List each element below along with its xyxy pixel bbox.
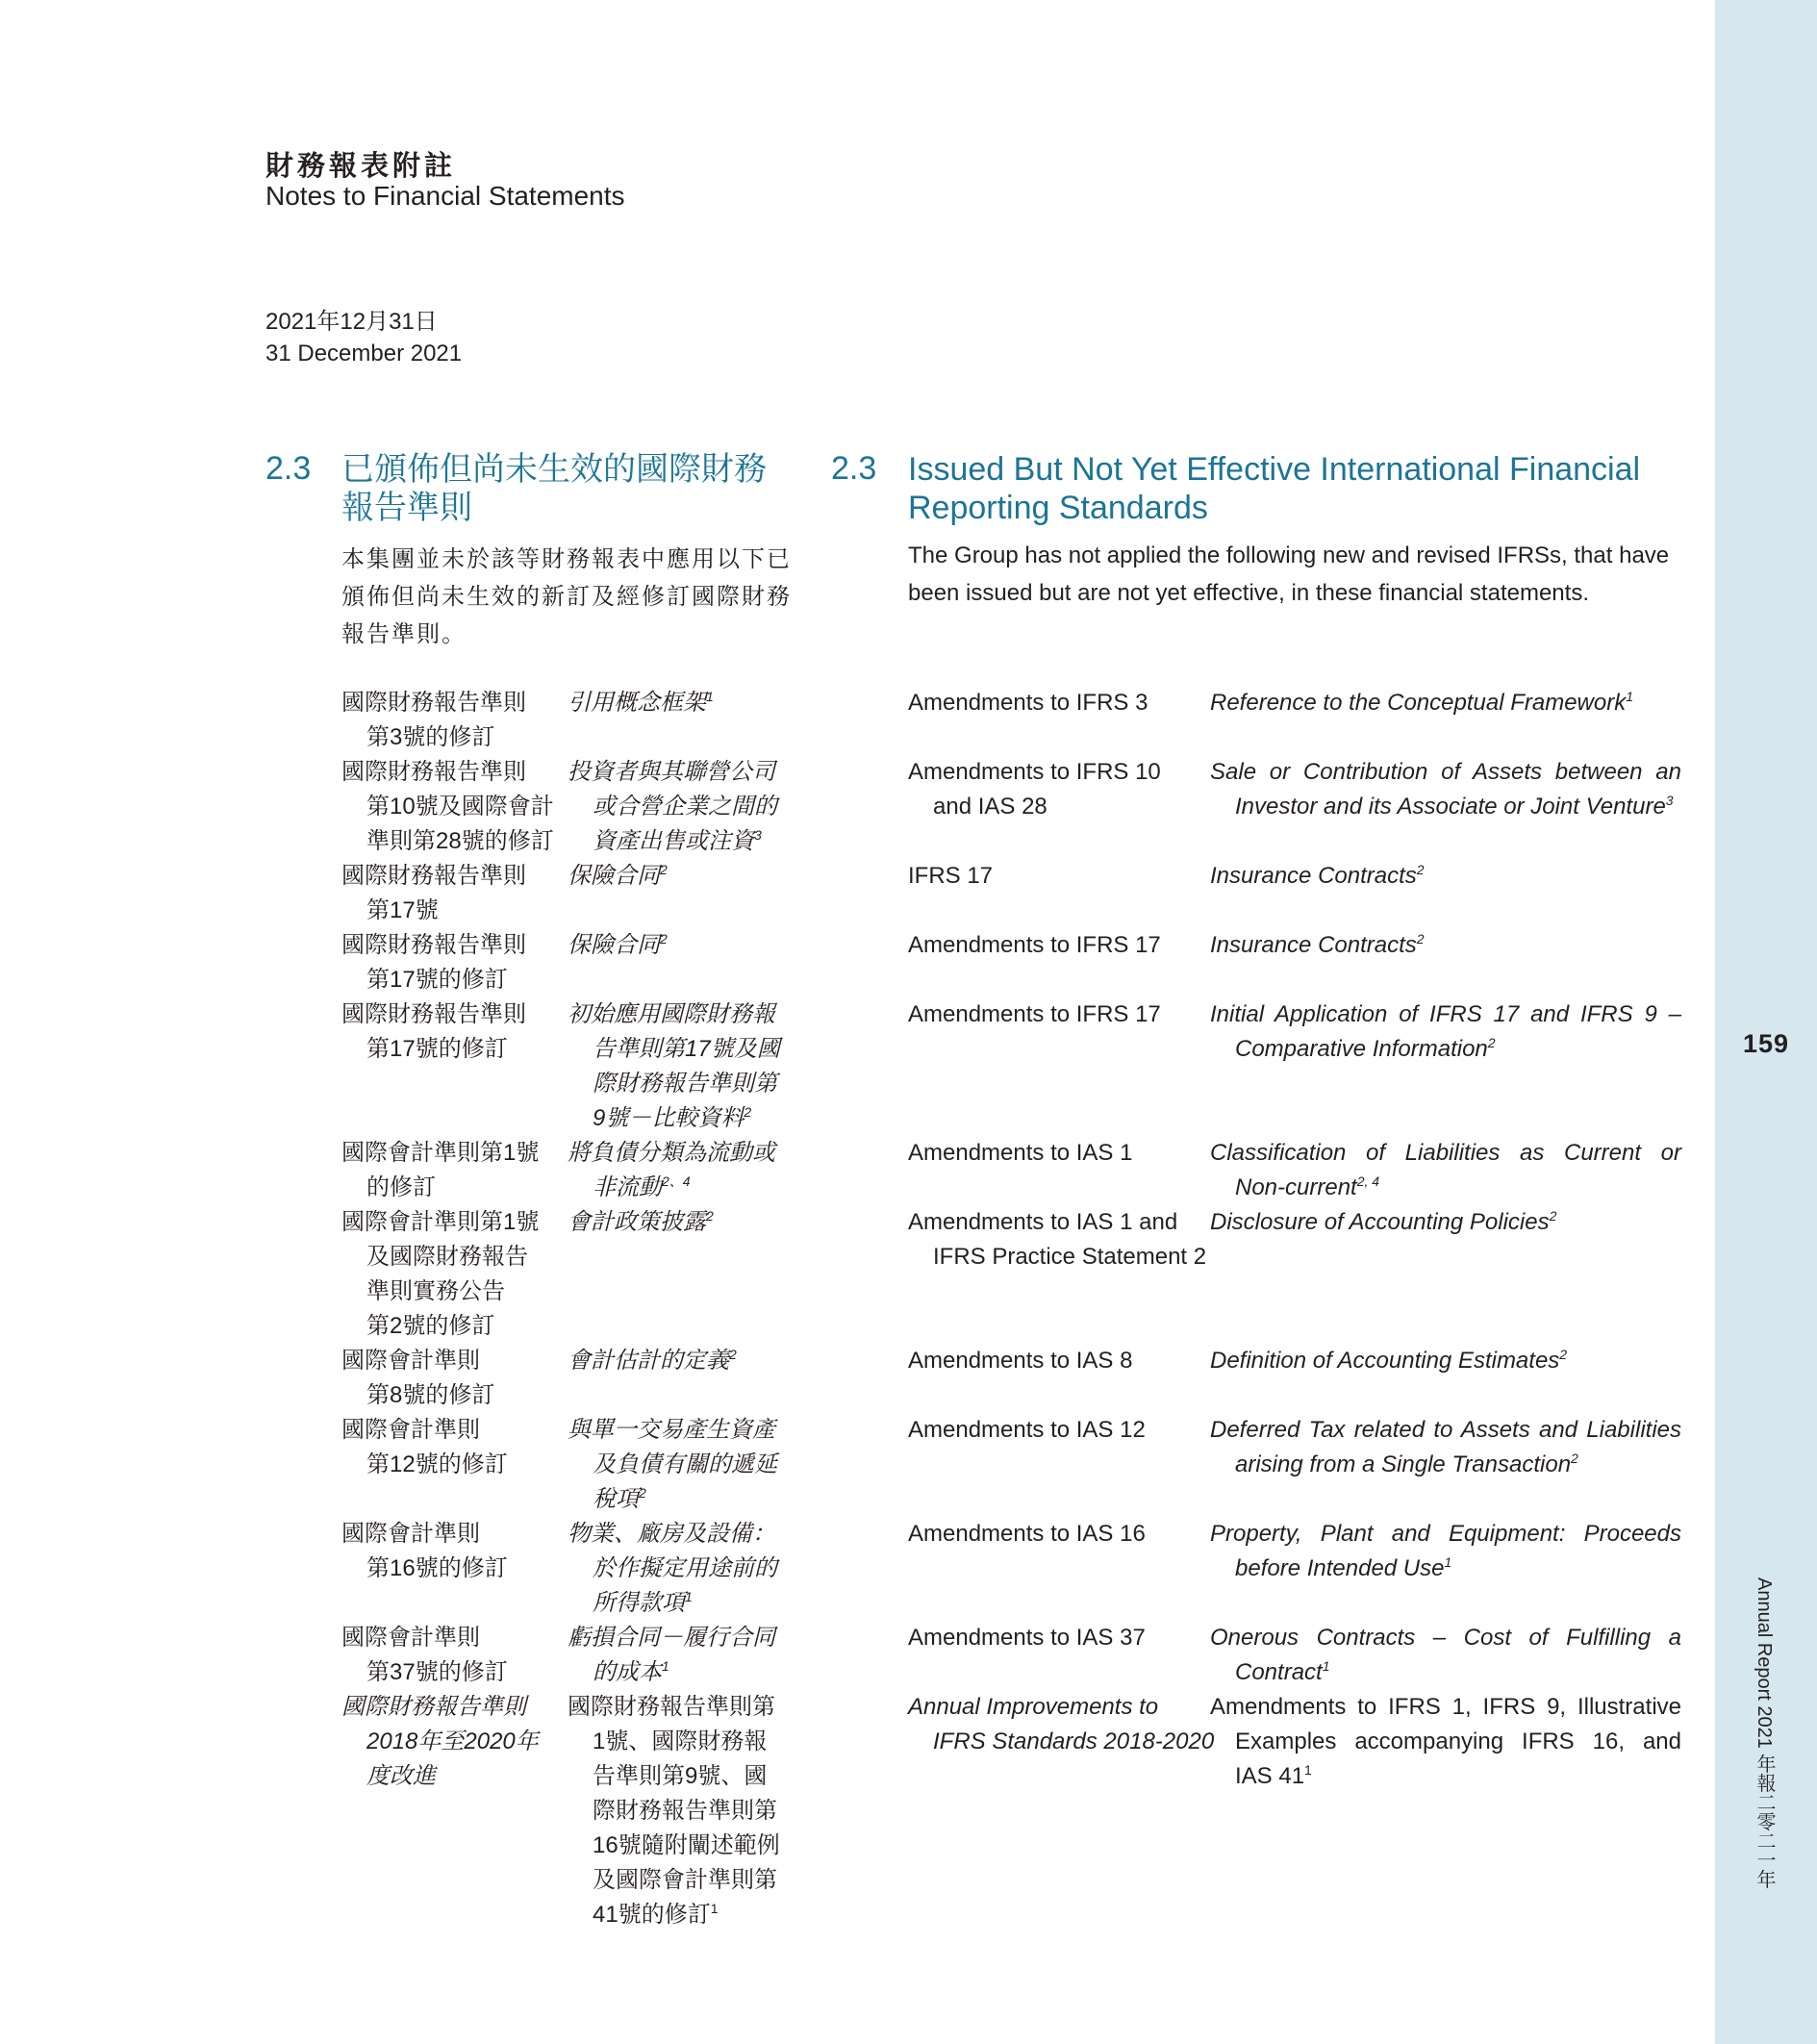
standard-name-line: Amendments to IFRS 17 bbox=[908, 932, 1161, 958]
standard-description-line bbox=[568, 1032, 780, 1067]
standard-name bbox=[908, 1136, 1132, 1171]
standard-name-line: 準則第28號的修訂 bbox=[366, 828, 554, 854]
description-text: 際財務報告準則第 bbox=[593, 1071, 777, 1097]
description-text: 16號隨附闡述範例 bbox=[593, 1832, 780, 1858]
description-text: 告準則第17號及國 bbox=[593, 1036, 780, 1062]
standard-name bbox=[908, 859, 993, 894]
standard-name-line: Amendments to IAS 8 bbox=[908, 1348, 1133, 1374]
standard-description bbox=[568, 1413, 777, 1517]
description-text: Classification of Liabilities as Current or bbox=[1210, 1140, 1681, 1166]
footnote-marker: 2 bbox=[1416, 862, 1425, 877]
standard-name-line: Amendments to IAS 16 bbox=[908, 1521, 1146, 1547]
intro-line: 本集團並未於該等財務報表中應用以下已 bbox=[341, 546, 792, 572]
standard-name-line: 國際財務報告準則 bbox=[341, 1694, 526, 1720]
standard-name-line: IFRS Practice Statement 2 bbox=[933, 1244, 1207, 1270]
standard-description bbox=[568, 755, 777, 859]
footnote-marker: 2 bbox=[706, 1208, 714, 1224]
description-text: 國際財務報告準則第 bbox=[568, 1694, 775, 1720]
standard-description-line bbox=[568, 1344, 737, 1378]
date-zh: 2021年12月31日 bbox=[265, 309, 438, 335]
standard-description bbox=[1210, 1205, 1681, 1240]
standard-name-line: 的修訂 bbox=[366, 1174, 436, 1200]
description-text: 投資者與其聯營公司 bbox=[568, 759, 775, 785]
description-text: 會計估計的定義 bbox=[568, 1348, 729, 1374]
intro-en bbox=[908, 537, 1669, 612]
section-title-line: 報告準則 bbox=[341, 490, 472, 526]
standard-description bbox=[568, 686, 714, 720]
standard-name bbox=[341, 1344, 494, 1413]
description-text: 保險合同 bbox=[568, 932, 660, 958]
standard-description-line bbox=[568, 1725, 780, 1759]
standard-description bbox=[568, 1517, 777, 1621]
standard-description-line bbox=[568, 1067, 780, 1101]
standard-name-line: 國際財務報告準則 bbox=[341, 759, 526, 785]
footnote-marker: 2 bbox=[660, 862, 668, 877]
standard-name bbox=[341, 686, 526, 755]
standard-name-line: 度改進 bbox=[366, 1763, 436, 1789]
standard-description-line bbox=[1210, 859, 1681, 894]
description-text: 與單一交易產生資產 bbox=[568, 1417, 775, 1443]
intro-line: been issued but are not yet effective, in these financial statements. bbox=[908, 580, 1589, 606]
standard-name-line: 國際財務報告準則 bbox=[341, 863, 526, 889]
standard-description-line bbox=[1210, 1759, 1681, 1794]
standard-name bbox=[341, 997, 526, 1067]
standard-name-line: 國際會計準則 bbox=[341, 1417, 480, 1443]
standard-name-line: Amendments to IAS 1 and bbox=[908, 1209, 1178, 1235]
footnote-marker: 2 bbox=[660, 931, 668, 946]
standard-description-line bbox=[1210, 1171, 1681, 1205]
description-text: 虧損合同－履行合同 bbox=[568, 1625, 775, 1651]
footnote-marker: 1 bbox=[662, 1658, 669, 1674]
footnote-marker: 2 bbox=[1559, 1347, 1568, 1362]
standard-description-line bbox=[568, 1898, 780, 1932]
standard-description-line bbox=[1210, 1205, 1681, 1240]
standard-name-line: 國際會計準則 bbox=[341, 1521, 480, 1547]
standard-description bbox=[568, 1344, 737, 1378]
standard-description bbox=[1210, 686, 1681, 720]
description-text: Initial Application of IFRS 17 and IFRS 9 – bbox=[1210, 1001, 1681, 1027]
description-text: Deferred Tax related to Assets and Liabilities bbox=[1210, 1417, 1681, 1443]
standard-description bbox=[568, 1690, 780, 1932]
standard-description-line bbox=[1210, 686, 1681, 720]
description-text: 際財務報告準則第 bbox=[593, 1798, 777, 1824]
footnote-marker: 1 bbox=[1444, 1554, 1452, 1570]
standard-description-line bbox=[1210, 1448, 1681, 1482]
description-text: 及負債有關的遞延 bbox=[593, 1451, 777, 1477]
standard-name bbox=[908, 1344, 1132, 1378]
standard-description bbox=[568, 1621, 775, 1690]
standard-description bbox=[1210, 1344, 1681, 1378]
standard-name bbox=[341, 1621, 508, 1690]
description-text: Examples accompanying IFRS 16, and bbox=[1235, 1729, 1681, 1754]
standard-name bbox=[341, 755, 554, 859]
description-text: 1號、國際財務報 bbox=[593, 1729, 768, 1754]
standard-description-line bbox=[1210, 790, 1681, 824]
header-title-en: Notes to Financial Statements bbox=[265, 181, 625, 211]
standard-description bbox=[1210, 859, 1681, 894]
footnote-marker: 1 bbox=[706, 689, 714, 704]
description-text: Property, Plant and Equipment: Proceeds bbox=[1210, 1521, 1681, 1547]
standard-name-line: Amendments to IFRS 17 bbox=[908, 1001, 1161, 1027]
standard-name bbox=[341, 928, 526, 997]
description-text: Insurance Contracts bbox=[1210, 932, 1417, 958]
standard-description-line bbox=[568, 1448, 777, 1482]
standard-description-line bbox=[568, 1552, 777, 1586]
standard-name-line: 國際財務報告準則 bbox=[341, 932, 526, 958]
footnote-marker: 1 bbox=[685, 1589, 693, 1604]
standard-name-line: 國際會計準則 bbox=[341, 1348, 480, 1374]
standard-description-line bbox=[568, 1482, 777, 1517]
footnote-marker: 3 bbox=[754, 827, 762, 843]
standard-name-line: 準則實務公告 bbox=[366, 1278, 505, 1304]
standard-name bbox=[908, 997, 1161, 1032]
standard-description-line bbox=[1210, 997, 1681, 1032]
standard-description bbox=[568, 1205, 714, 1240]
description-text: Investor and its Associate or Joint Venture bbox=[1235, 794, 1666, 820]
standard-name-line: 2018年至2020年 bbox=[366, 1729, 539, 1754]
standard-name-line: Amendments to IAS 37 bbox=[908, 1625, 1146, 1651]
standard-description-line bbox=[1210, 1344, 1681, 1378]
standard-name-line: 國際會計準則 bbox=[341, 1625, 480, 1651]
description-text: 非流動 bbox=[593, 1174, 662, 1200]
standard-description bbox=[1210, 1621, 1681, 1690]
standard-name-line: Amendments to IAS 12 bbox=[908, 1417, 1146, 1443]
description-text: Disclosure of Accounting Policies bbox=[1210, 1209, 1550, 1235]
description-text: Onerous Contracts – Cost of Fulfilling a bbox=[1210, 1625, 1681, 1651]
standard-description-line bbox=[568, 755, 777, 790]
standard-description-line bbox=[568, 1690, 780, 1725]
standard-name-line: 第3號的修訂 bbox=[366, 724, 495, 750]
description-text: Sale or Contribution of Assets between an bbox=[1210, 759, 1681, 785]
standard-description-line bbox=[568, 1517, 777, 1552]
standard-description-line bbox=[568, 1759, 780, 1794]
standard-description-line bbox=[1210, 1725, 1681, 1759]
footnote-marker: 2 bbox=[1416, 931, 1425, 946]
section-title-line: Issued But Not Yet Effective International Financial bbox=[908, 451, 1641, 488]
description-text: 物業、廠房及設備： bbox=[568, 1521, 775, 1547]
standard-name bbox=[341, 1690, 539, 1794]
intro-line: 報告準則。 bbox=[341, 621, 467, 647]
standard-name-line: 國際會計準則第1號 bbox=[341, 1209, 540, 1235]
standard-description bbox=[1210, 1413, 1681, 1482]
section-title-en bbox=[908, 450, 1640, 527]
standard-description bbox=[1210, 1517, 1681, 1586]
standard-description bbox=[1210, 1690, 1681, 1794]
footnote-marker: 2, 4 bbox=[1356, 1173, 1380, 1189]
footnote-marker: 2 bbox=[729, 1347, 737, 1362]
description-text: 資產出售或注資 bbox=[593, 828, 754, 854]
standard-name-line: 及國際財務報告 bbox=[366, 1244, 528, 1270]
footnote-marker: 2 bbox=[1571, 1451, 1578, 1466]
footnote-marker: 2 bbox=[1487, 1035, 1496, 1050]
standard-description bbox=[1210, 928, 1681, 963]
standard-name-line: 國際財務報告準則 bbox=[341, 1001, 526, 1027]
standard-name bbox=[908, 686, 1148, 720]
description-text: 會計政策披露 bbox=[568, 1209, 706, 1235]
standard-description-line bbox=[568, 1794, 780, 1829]
description-text: 將負債分類為流動或 bbox=[568, 1140, 775, 1166]
standard-description-line bbox=[568, 997, 780, 1032]
standard-description-line bbox=[568, 790, 777, 824]
description-text: 所得款項 bbox=[593, 1590, 685, 1616]
standard-description-line bbox=[1210, 755, 1681, 790]
description-text: Reference to the Conceptual Framework bbox=[1210, 690, 1627, 716]
description-text: 於作擬定用途前的 bbox=[593, 1555, 777, 1581]
standard-description bbox=[1210, 1136, 1681, 1205]
description-text: Non-current bbox=[1235, 1174, 1357, 1200]
standard-name bbox=[341, 1517, 508, 1586]
standard-description-line bbox=[568, 1205, 714, 1240]
standard-name bbox=[908, 1205, 1206, 1274]
standard-name-line: 第17號的修訂 bbox=[366, 1036, 508, 1062]
standard-name-line: 國際會計準則第1號 bbox=[341, 1140, 540, 1166]
description-text: 及國際會計準則第 bbox=[593, 1867, 777, 1893]
footnote-marker: 2 bbox=[744, 1104, 752, 1120]
standard-description-line bbox=[568, 824, 777, 859]
standard-name bbox=[341, 1205, 539, 1344]
standard-description-line bbox=[568, 1621, 775, 1655]
description-text: 9號－比較資料 bbox=[593, 1105, 744, 1131]
standard-name-line: 第12號的修訂 bbox=[366, 1451, 508, 1477]
standard-description bbox=[1210, 997, 1681, 1067]
intro-line: The Group has not applied the following new and revised IFRSs, that have bbox=[908, 543, 1670, 568]
standard-description-line bbox=[568, 1586, 777, 1621]
standard-description-line bbox=[1210, 1032, 1681, 1067]
standard-description bbox=[568, 859, 668, 894]
standard-description-line bbox=[1210, 928, 1681, 963]
page-number: 159 bbox=[1742, 1029, 1790, 1058]
standard-description-line bbox=[568, 686, 714, 720]
standard-name-line: Amendments to IFRS 3 bbox=[908, 690, 1148, 716]
description-text: IAS 41 bbox=[1235, 1763, 1305, 1789]
description-text: 初始應用國際財務報 bbox=[568, 1001, 775, 1027]
standard-name-line: 第37號的修訂 bbox=[366, 1659, 508, 1685]
description-text: Contract bbox=[1235, 1659, 1323, 1685]
footnote-marker: 1 bbox=[1626, 689, 1634, 704]
standard-name bbox=[341, 1413, 508, 1482]
standard-name bbox=[908, 1413, 1146, 1448]
standard-description bbox=[1210, 755, 1681, 824]
standard-name-line: Annual Improvements to bbox=[908, 1694, 1159, 1720]
standard-description bbox=[568, 1136, 775, 1205]
standard-name-line: 第17號的修訂 bbox=[366, 967, 508, 993]
standard-name-line: Amendments to IFRS 10 bbox=[908, 759, 1161, 785]
annual-report-label: Annual Report 2021 年報二零二一年 bbox=[1754, 1577, 1775, 1889]
standard-name-line: 第10號及國際會計 bbox=[366, 794, 554, 820]
footnote-marker: 1 bbox=[1304, 1762, 1312, 1778]
standard-name-line: 國際財務報告準則 bbox=[341, 690, 526, 716]
standard-description-line bbox=[1210, 1517, 1681, 1552]
standard-description-line bbox=[568, 1413, 777, 1448]
description-text: Definition of Accounting Estimates bbox=[1210, 1348, 1560, 1374]
standard-name bbox=[908, 928, 1161, 963]
standard-description-line bbox=[1210, 1552, 1681, 1586]
description-text: Insurance Contracts bbox=[1210, 863, 1417, 889]
description-text: 41號的修訂 bbox=[593, 1902, 711, 1928]
standard-name bbox=[908, 1517, 1146, 1552]
standard-description-line bbox=[568, 928, 668, 963]
standard-name-line: IFRS Standards 2018-2020 bbox=[933, 1729, 1215, 1754]
standard-name-line: 第8號的修訂 bbox=[366, 1382, 495, 1408]
footnote-marker: 2 bbox=[639, 1485, 646, 1501]
standard-description bbox=[568, 928, 668, 963]
header-title-zh: 財務報表附註 bbox=[265, 149, 457, 182]
standard-name bbox=[341, 1136, 539, 1205]
description-text: 稅項 bbox=[593, 1486, 639, 1512]
section-title-line: 已頒佈但尚未生效的國際財務 bbox=[341, 451, 767, 488]
description-text: 引用概念框架 bbox=[568, 690, 706, 716]
standard-description-line bbox=[568, 1171, 775, 1205]
description-text: Amendments to IFRS 1, IFRS 9, Illustrative bbox=[1210, 1694, 1681, 1720]
standard-description-line bbox=[568, 1101, 780, 1136]
standard-name-line: 第2號的修訂 bbox=[366, 1313, 495, 1339]
description-text: 的成本 bbox=[593, 1659, 662, 1685]
standard-name-line: Amendments to IAS 1 bbox=[908, 1140, 1133, 1166]
footnote-marker: 1 bbox=[710, 1901, 719, 1916]
footnote-marker: 1 bbox=[1322, 1658, 1330, 1674]
footnote-marker: 3 bbox=[1665, 793, 1674, 808]
standard-name bbox=[341, 859, 526, 928]
description-text: 保險合同 bbox=[568, 863, 660, 889]
description-text: before Intended Use bbox=[1235, 1555, 1445, 1581]
description-text: Comparative Information bbox=[1235, 1036, 1488, 1062]
standard-name-line: and IAS 28 bbox=[933, 794, 1047, 820]
standard-description-line bbox=[1210, 1655, 1681, 1690]
standard-name-line: 第16號的修訂 bbox=[366, 1555, 508, 1581]
section-number-zh: 2.3 bbox=[265, 450, 312, 487]
standard-description-line bbox=[1210, 1136, 1681, 1171]
standard-description-line bbox=[568, 859, 668, 894]
standard-name bbox=[908, 755, 1161, 824]
standard-description-line bbox=[1210, 1413, 1681, 1448]
section-title-zh bbox=[341, 450, 767, 527]
standard-description bbox=[568, 997, 780, 1136]
standard-description-line bbox=[568, 1829, 780, 1863]
footnote-marker: 2 bbox=[1549, 1208, 1557, 1224]
standard-description-line bbox=[568, 1136, 775, 1171]
standard-name-line: IFRS 17 bbox=[908, 863, 994, 889]
section-number-en: 2.3 bbox=[831, 450, 877, 487]
intro-line: 頒佈但尚未生效的新訂及經修訂國際財務 bbox=[341, 584, 792, 610]
description-text: 告準則第9號、國 bbox=[593, 1763, 768, 1789]
footnote-marker: 2、4 bbox=[662, 1173, 691, 1189]
section-title-line: Reporting Standards bbox=[908, 490, 1208, 526]
standard-name bbox=[908, 1621, 1146, 1655]
standard-description-line bbox=[1210, 1621, 1681, 1655]
standard-name bbox=[908, 1690, 1214, 1759]
description-text: arising from a Single Transaction bbox=[1235, 1451, 1572, 1477]
date-en: 31 December 2021 bbox=[265, 341, 463, 366]
standard-description-line bbox=[1210, 1690, 1681, 1725]
standard-description-line bbox=[568, 1655, 775, 1690]
intro-zh bbox=[341, 541, 792, 653]
description-text: 或合營企業之間的 bbox=[593, 794, 777, 820]
standard-name-line: 第17號 bbox=[366, 897, 439, 923]
standard-description-line bbox=[568, 1863, 780, 1898]
